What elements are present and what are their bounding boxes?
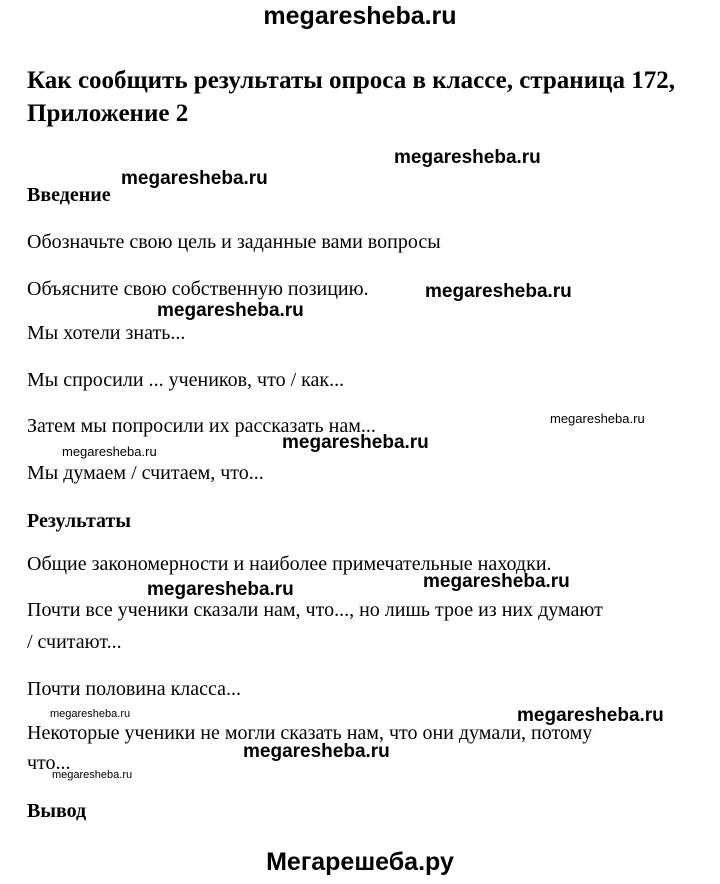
footer-site-name: Мегарешеба.ру: [266, 848, 454, 876]
watermark: megaresheba.ru: [147, 579, 294, 600]
intro-line: Затем мы попросили их рассказать нам...: [27, 415, 376, 437]
results-line: что...: [27, 752, 71, 774]
results-line: Некоторые ученики не могли сказать нам, что они думали, потому: [27, 722, 593, 744]
section-heading-conclusion: Вывод: [27, 800, 87, 822]
watermark: megaresheba.ru: [425, 281, 572, 302]
watermark: megaresheba.ru: [282, 432, 429, 453]
section-heading-intro: Введение: [27, 184, 111, 206]
watermark: megaresheba.ru: [121, 168, 268, 189]
watermark: megaresheba.ru: [517, 705, 664, 726]
intro-line: Мы хотели знать...: [27, 322, 186, 344]
watermark: megaresheba.ru: [52, 769, 133, 781]
header-site-name: megaresheba.ru: [263, 2, 457, 30]
watermark: megaresheba.ru: [423, 571, 570, 592]
watermark: megaresheba.ru: [550, 411, 645, 426]
section-heading-results: Результаты: [27, 510, 131, 532]
watermark: megaresheba.ru: [394, 147, 541, 168]
watermark: megaresheba.ru: [157, 300, 304, 321]
intro-line: Объясните свою собственную позицию.: [27, 278, 369, 300]
watermark: megaresheba.ru: [62, 444, 157, 459]
intro-line: Обозначьте свою цель и заданные вами вопросы: [27, 231, 441, 253]
watermark: megaresheba.ru: [50, 708, 131, 720]
results-line: / считают...: [27, 631, 122, 653]
watermark: megaresheba.ru: [243, 741, 390, 762]
intro-line: Мы спросили ... учеников, что / как...: [27, 369, 345, 391]
results-line: Общие закономерности и наиболее примечательные находки.: [27, 553, 552, 575]
page-title: Как сообщить результаты опроса в классе, страница 172, Приложение 2: [27, 67, 676, 127]
intro-line: Мы думаем / считаем, что...: [27, 462, 264, 484]
results-line: Почти половина класса...: [27, 678, 242, 700]
results-line: Почти все ученики сказали нам, что..., но лишь трое из них думают: [27, 599, 603, 621]
